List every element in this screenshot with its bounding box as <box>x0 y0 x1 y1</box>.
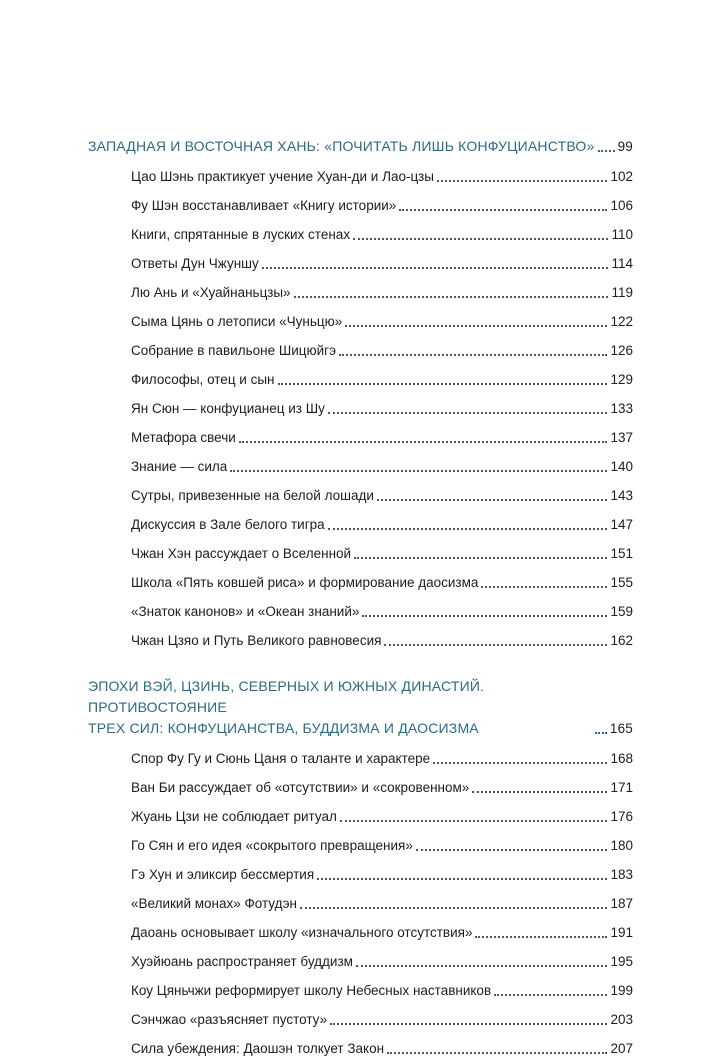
entry-title: Гэ Хун и эликсир бессмертия <box>131 867 315 882</box>
entry-title: Лю Ань и «Хуайнаньцзы» <box>131 285 291 300</box>
entry-title: «Великий монах» Фотудэн <box>131 896 297 911</box>
entry-page-number: 106 <box>610 198 633 213</box>
dot-leader <box>433 762 607 764</box>
entry-title: Собрание в павильоне Шицюйгэ <box>131 343 336 358</box>
entry-title: Хуэйюань распространяет буддизм <box>131 954 353 969</box>
toc-entry[interactable] <box>88 768 633 797</box>
toc-entry[interactable] <box>88 360 633 389</box>
entry-title: Го Сян и его идея «сокрытого превращения» <box>131 838 413 853</box>
dot-leader <box>353 238 608 240</box>
section-page-number: 99 <box>617 139 633 154</box>
entry-page-number: 129 <box>610 372 633 387</box>
dot-leader <box>317 878 607 880</box>
entry-page-number: 171 <box>610 780 633 795</box>
entry-title: Фу Шэн восстанавливает «Книгу истории» <box>131 198 397 213</box>
entry-list <box>88 739 633 1058</box>
entry-page-number: 183 <box>610 867 633 882</box>
entry-title: Знание — сила <box>131 459 228 474</box>
toc-entry[interactable] <box>88 244 633 273</box>
toc-entry[interactable] <box>88 739 633 768</box>
section-heading[interactable] <box>88 676 633 739</box>
toc-entry[interactable] <box>88 302 633 331</box>
toc-entry[interactable] <box>88 447 633 476</box>
entry-title: Ван Би рассуждает об «отсутствии» и «сокровенном» <box>131 780 470 795</box>
dot-leader <box>239 441 608 443</box>
entry-title: Коу Цяньчжи реформирует школу Небесных наставников <box>131 983 492 998</box>
entry-page-number: 137 <box>610 430 633 445</box>
entry-page-number: 126 <box>610 343 633 358</box>
toc-entry[interactable] <box>88 157 633 186</box>
dot-leader <box>328 528 608 530</box>
toc-entry[interactable] <box>88 592 633 621</box>
dot-leader <box>300 907 607 909</box>
section-heading[interactable] <box>88 128 633 157</box>
entry-page-number: 143 <box>610 488 633 503</box>
dot-leader <box>230 470 607 472</box>
entry-page-number: 180 <box>610 838 633 853</box>
entry-page-number: 162 <box>610 633 633 648</box>
toc-entry[interactable] <box>88 476 633 505</box>
dot-leader <box>481 586 607 588</box>
entry-title: Философы, отец и сын <box>131 372 275 387</box>
table-of-contents <box>88 128 633 1058</box>
toc-entry[interactable] <box>88 331 633 360</box>
dot-leader <box>472 791 607 793</box>
dot-leader <box>339 354 607 356</box>
entry-page-number: 199 <box>610 983 633 998</box>
toc-section <box>88 676 633 1058</box>
entry-title: Ян Сюн — конфуцианец из Шу <box>131 401 325 416</box>
entry-page-number: 195 <box>610 954 633 969</box>
entry-page-number: 187 <box>610 896 633 911</box>
entry-title: Метафора свечи <box>131 430 236 445</box>
entry-title: Сила убеждения: Даошэн толкует Закон <box>131 1041 385 1056</box>
entry-title: Даоань основывает школу «изначального отсутствия» <box>131 925 473 940</box>
dot-leader <box>294 296 609 298</box>
dot-leader <box>377 499 608 501</box>
dot-leader <box>437 180 608 182</box>
toc-entry[interactable] <box>88 971 633 1000</box>
entry-page-number: 203 <box>610 1012 633 1027</box>
entry-title: Чжан Хэн рассуждает о Вселенной <box>131 546 352 561</box>
entry-title: Сыма Цянь о летописи «Чуньцю» <box>131 314 343 329</box>
dot-leader <box>345 325 607 327</box>
dot-leader <box>598 150 615 152</box>
entry-title: Цао Шэнь практикует учение Хуан-ди и Лао-цзы <box>131 169 434 184</box>
entry-page-number: 207 <box>610 1041 633 1056</box>
entry-page-number: 102 <box>610 169 633 184</box>
entry-page-number: 122 <box>610 314 633 329</box>
entry-page-number: 191 <box>610 925 633 940</box>
dot-leader <box>278 383 608 385</box>
toc-entry[interactable] <box>88 855 633 884</box>
toc-entry[interactable] <box>88 273 633 302</box>
section-title <box>88 676 592 739</box>
toc-entry[interactable] <box>88 1029 633 1058</box>
section-title-line: ЭПОХИ ВЭЙ, ЦЗИНЬ, СЕВЕРНЫХ И ЮЖНЫХ ДИНАСТИЙ. ПРОТИВОСТОЯНИЕ <box>88 678 485 715</box>
section-title-line: ЗАПАДНАЯ И ВОСТОЧНАЯ ХАНЬ: «ПОЧИТАТЬ ЛИШЬ КОНФУЦИАНСТВО» <box>88 138 595 154</box>
entry-page-number: 133 <box>610 401 633 416</box>
entry-page-number: 155 <box>610 575 633 590</box>
section-page-number: 165 <box>609 721 633 736</box>
dot-leader <box>362 615 607 617</box>
entry-page-number: 151 <box>610 546 633 561</box>
entry-title: Спор Фу Гу и Сюнь Цаня о таланте и характере <box>131 751 431 766</box>
entry-title: Дискуссия в Зале белого тигра <box>131 517 325 532</box>
dot-leader <box>330 1023 607 1025</box>
dot-leader <box>262 267 609 269</box>
dot-leader <box>416 849 608 851</box>
toc-entry[interactable] <box>88 913 633 942</box>
dot-leader <box>356 965 608 967</box>
dot-leader <box>340 820 608 822</box>
entry-page-number: 140 <box>610 459 633 474</box>
section-title-line: ТРЕХ СИЛ: КОНФУЦИАНСТВА, БУДДИЗМА И ДАОСИЗМА <box>88 720 479 736</box>
entry-title: Чжан Цзяо и Путь Великого равновесия <box>131 633 382 648</box>
entry-title: Ответы Дун Чжуншу <box>131 256 259 271</box>
entry-page-number: 114 <box>611 256 633 271</box>
entry-page-number: 110 <box>611 227 633 242</box>
toc-entry[interactable] <box>88 418 633 447</box>
entry-title: Школа «Пять ковшей риса» и формирование даосизма <box>131 575 479 590</box>
entry-page-number: 147 <box>610 517 633 532</box>
entry-page-number: 168 <box>610 751 633 766</box>
entry-list <box>88 157 633 650</box>
entry-title: Сутры, привезенные на белой лошади <box>131 488 374 503</box>
toc-entry[interactable] <box>88 797 633 826</box>
toc-entry[interactable] <box>88 942 633 971</box>
toc-entry[interactable] <box>88 186 633 215</box>
entry-title: Жуань Цзи не соблюдает ритуал <box>131 809 337 824</box>
toc-entry[interactable] <box>88 215 633 244</box>
toc-entry[interactable] <box>88 389 633 418</box>
dot-leader <box>328 412 608 414</box>
toc-entry[interactable] <box>88 884 633 913</box>
entry-page-number: 119 <box>611 285 633 300</box>
dot-leader <box>595 732 607 734</box>
dot-leader <box>475 936 607 938</box>
toc-entry[interactable] <box>88 563 633 592</box>
toc-section <box>88 128 633 650</box>
toc-entry[interactable] <box>88 621 633 650</box>
section-title <box>88 136 595 157</box>
entry-title: Сэнчжао «разъясняет пустоту» <box>131 1012 328 1027</box>
entry-page-number: 176 <box>610 809 633 824</box>
dot-leader <box>387 1052 607 1054</box>
dot-leader <box>399 209 607 211</box>
entry-title: Книги, спрятанные в луских стенах <box>131 227 351 242</box>
entry-title: «Знаток канонов» и «Океан знаний» <box>131 604 360 619</box>
toc-entry[interactable] <box>88 1000 633 1029</box>
toc-entry[interactable] <box>88 826 633 855</box>
entry-page-number: 159 <box>610 604 633 619</box>
dot-leader <box>354 557 607 559</box>
toc-entry[interactable] <box>88 505 633 534</box>
toc-entry[interactable] <box>88 534 633 563</box>
dot-leader <box>384 644 607 646</box>
dot-leader <box>494 994 607 996</box>
